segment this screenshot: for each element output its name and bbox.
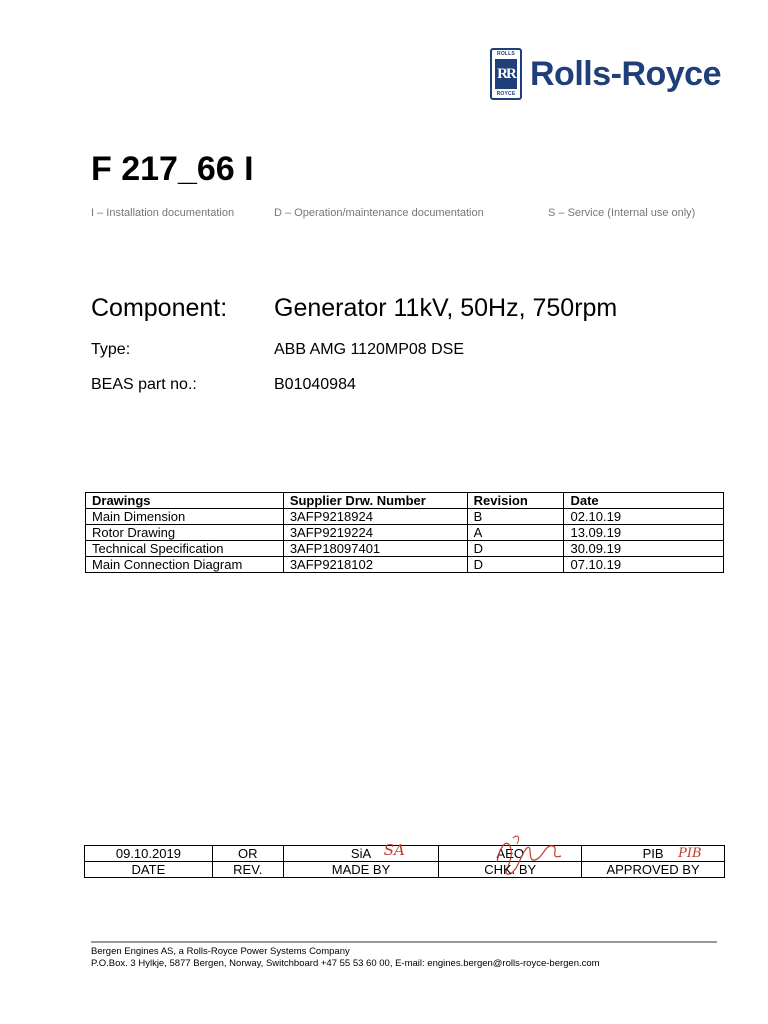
drawing-date: 07.10.19 <box>564 557 724 573</box>
approval-labels-row <box>85 862 725 878</box>
drawing-name: Main Connection Diagram <box>86 557 284 573</box>
approval-date-value: 09.10.2019 <box>85 846 213 862</box>
table-row <box>86 525 724 541</box>
rolls-royce-badge-logo <box>490 48 522 100</box>
checked-by-value <box>439 846 582 862</box>
table-row <box>86 509 724 525</box>
table-row <box>86 541 724 557</box>
table-header-row <box>86 493 724 509</box>
header-supplier-number: Supplier Drw. Number <box>283 493 467 509</box>
drawing-name: Main Dimension <box>86 509 284 525</box>
approved-by-label: APPROVED BY <box>582 862 725 878</box>
rr-monogram: RR <box>495 59 517 89</box>
type-label: Type: <box>91 341 131 358</box>
date-label: DATE <box>85 862 213 878</box>
badge-bottom-text: ROYCE <box>496 91 516 97</box>
table-row <box>86 557 724 573</box>
drawing-number: 3AFP9218924 <box>283 509 467 525</box>
drawing-name: Rotor Drawing <box>86 525 284 541</box>
doc-type-service: S – Service (Internal use only) <box>548 207 696 219</box>
made-by-value <box>283 841 439 862</box>
drawing-revision: B <box>467 509 564 525</box>
drawing-date: 02.10.19 <box>564 509 724 525</box>
document-code: F 217_66 I <box>91 150 254 188</box>
drawing-number: 3AFP18097401 <box>283 541 467 557</box>
component-label: Component: <box>91 294 228 322</box>
revision-value: OR <box>212 846 283 862</box>
header-date: Date <box>564 493 724 509</box>
approval-values-row <box>85 846 725 862</box>
made-by-signature: SA <box>383 841 405 859</box>
type-value: ABB AMG 1120MP08 DSE <box>274 341 465 358</box>
drawings-table <box>85 492 724 573</box>
part-number-label: BEAS part no.: <box>91 376 197 393</box>
part-number-value: B01040984 <box>274 376 356 393</box>
doc-type-installation: I – Installation documentation <box>91 207 235 219</box>
checked-by-initials: AEO <box>496 846 524 861</box>
drawing-number: 3AFP9219224 <box>283 525 467 541</box>
component-value: Generator 11kV, 50Hz, 750rpm <box>274 294 618 322</box>
drawing-revision: D <box>467 557 564 573</box>
approved-by-signature: PIB <box>678 846 702 861</box>
checked-by-label: CHK. BY <box>439 862 582 878</box>
footer-company: Bergen Engines AS, a Rolls-Royce Power Systems Company <box>91 946 350 957</box>
approved-by-value <box>582 846 725 862</box>
rev-label: REV. <box>212 862 283 878</box>
approved-by-initials: PIB <box>642 846 664 861</box>
drawing-revision: D <box>467 541 564 557</box>
approval-table <box>84 841 725 878</box>
header-drawings: Drawings <box>86 493 284 509</box>
footer-divider <box>91 941 717 943</box>
drawing-name: Technical Specification <box>86 541 284 557</box>
made-by-initials: SiA <box>350 846 372 861</box>
drawing-revision: A <box>467 525 564 541</box>
badge-top-text: ROLLS <box>497 51 515 57</box>
header-revision: Revision <box>467 493 564 509</box>
footer-address: P.O.Box. 3 Hylkje, 5877 Bergen, Norway, Switchboard +47 55 53 60 00, E-mail: engines.bergen@rolls-royce-bergen.com <box>91 958 600 969</box>
drawing-number: 3AFP9218102 <box>283 557 467 573</box>
doc-type-operation: D – Operation/maintenance documentation <box>274 207 484 219</box>
rolls-royce-wordmark: Rolls-Royce <box>530 55 721 93</box>
drawing-date: 13.09.19 <box>564 525 724 541</box>
made-by-label: MADE BY <box>283 862 439 878</box>
drawing-date: 30.09.19 <box>564 541 724 557</box>
